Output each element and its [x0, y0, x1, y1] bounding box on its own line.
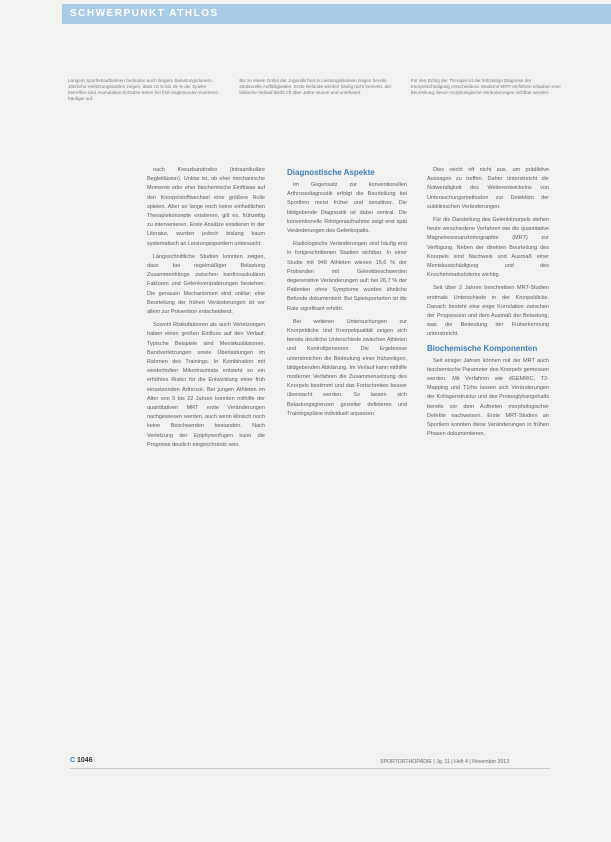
paragraph: Radiologische Veränderungen sind häufig erst in fortgeschrittenen Stadien sichtbar. In einer Studie mit 948 Athleten wiesen 15,6 % der Probanden mit Gelenkbeschwerden degenerative Veränderungen auf; bei 26,7 % der Patienten ohne Symptome wurden ähnliche Befunde dokumentiert. Bei Spielsportarten ist die Rate signifikant erhöht. [287, 241, 407, 312]
paragraph: Längsschnittliche Studien konnten zeigen, dass bei regelmäßiger Belastung Zusammenhänge zwischen kardiovaskulären Faktoren und Gelenkveränderungen bestehen. Die genauen Mechanismen sind unklar; eine Beurteilung der frühen Veränderungen ist vor allem zur Prävention entscheidend. [147, 253, 265, 316]
callout-1: Längere Sportlerlaufbahnen bedeuten auch längere Belastungsdauern. Jährliche Verletzungszahlen zeigen, dass 18 % bis 25 % der Spieler betroffen sind. Kumulative Schäden treten bei früh beginnenden Karrieren häufiger auf. [68, 78, 219, 101]
text-column-1 [147, 166, 265, 761]
paragraph: Dies reicht oft nicht aus, um prädiktive Aussagen zu treffen. Daher unterstreicht die Notwendigkeit des Weiterentwickelns von Untersuchungsmethoden zur Detektion der subklinischen Veränderungen. [427, 167, 549, 210]
subhead-diagnostics: Diagnostische Aspekte [287, 168, 375, 177]
page-number [70, 757, 93, 764]
callout-3: Für den Erfolg der Therapie ist die frühzeitige Diagnose der Knorpelschädigung entscheidend. Moderne MRT-Verfahren erlauben eine Beurteilung, bevor morphologische Veränderungen sichtbar werden. [410, 78, 561, 95]
section-title: SCHWERPUNKT ATHLOS [70, 8, 219, 19]
text-column-3 [427, 166, 549, 761]
paragraph: Seit einiger Jahren können mit der MRT auch biochemische Parameter des Knorpels gemessen werden. Mit Verfahren wie dGEMRIC, T2-Mapping und T1rho lassen sich Veränderungen der Kollagenstruktur und des Proteoglykangehalts bereits vor dem Auftreten morphologischer Defekte nachweisen. Erste MRT-Studien an Sportlern konnten diese Veränderungen in frühen Phasen dokumentieren. [427, 357, 549, 438]
paragraph: Seit über 2 Jahren beschreiben MRT-Studien erstmals Unterschiede in der Knorpeldicke. Danach besteht eine enge Korrelation zwischen der Progression und dem Ausmaß der Belastung, was die Bedeutung der Früherkennung unterstreicht. [427, 285, 549, 338]
journal-reference: SPORTORTHOPÄDIE | Jg. 11 | Heft 4 | November 2013 [380, 759, 510, 765]
footer-divider [70, 768, 550, 769]
callout-2: Bis zu einem Drittel der Jugendlichen in Leistungsklassen zeigen bereits strukturelle Auffälligkeiten. Erste Befunde werden häufig nicht bemerkt, der klinische Verlauf bleibt oft über Jahre stumm und unerkannt. [239, 78, 392, 95]
callout-row [68, 78, 568, 130]
paragraph: Für die Darstellung des Gelenkknorpels stehen heute verschiedene Verfahren wie die quantitative Magnetresonanztomographie (MRT) zur Verfügung. Neben der direkten Beurteilung des Knorpels sind Nachweis und Ausmaß einer Meniskusschädigung und des Knochenmarksödems wichtig. [427, 217, 549, 279]
text-column-2 [287, 166, 407, 761]
paragraph: Bei weiteren Untersuchungen zur Knorpeldicke und Knorpelqualität zeigen sich bereits deutliche Unterschiede zwischen Athleten und Kontrollpersonen. Die Ergebnisse unterstreichen die Bedeutung einer frühzeitigen, bildgebenden Abklärung. Im Verlauf kann mithilfe moderner Verfahren die Zusammensetzung des Knorpels bestimmt und das Fortschreiten besser überwacht werden. So lassen sich Belastungsgrenzen gezielter definieren und Trainingspläne individuell anpassen. [287, 318, 407, 417]
page-number-value: 1046 [77, 757, 93, 764]
paragraph: Im Gegensatz zur konventionellen Arthrosediagnostik erfolgt die Beurteilung bei Sportlern meist früher und sensitiver. Die bildgebende Diagnostik ist dabei zentral. Die konventionelle Röntgenaufnahme zeigt erst spät Veränderungen des Gelenkspalts. [287, 182, 407, 235]
paragraph: Sowohl Risikofaktoren als auch Verletzungen haben einen großen Einfluss auf den Verlauf. Typische Beispiele sind Meniskusläsionen, Bandverletzungen sowie Überlastungen im Rahmen des Trainings. In Kombination mit wiederholten Mikrotraumata entsteht so ein erhöhtes Risiko für die Entwicklung einer früh einsetzenden Arthrose. Bei jungen Athleten im Alter von 9 bis 22 Jahren konnten mithilfe der quantitativen MRT erste Veränderungen nachgewiesen werden, auch wenn klinisch noch keine Beschwerden bestanden. Nach Verletzung der Epiphysenfugen kann die Prognose deutlich eingeschränkt sein. [147, 322, 265, 448]
subhead-biochemical: Biochemische Komponenten [427, 343, 538, 353]
page-mark: C [70, 757, 76, 764]
paragraph: nach Kreuzbandrisiko (intraartikuläre Begleitläsion). Unklar ist, ob eher mechanische Momente oder eher biochemische Einflüsse auf den Knorpelstoffwechsel eine größere Rolle spielen. Aber so lange noch keine einheitlichen Therapiekonzepte existieren, gilt es, frühzeitig zu intervenieren. Erste Ansätze existieren in der Literatur, wurden jedoch bislang kaum systematisch an Leistungssportlern untersucht. [147, 167, 265, 247]
